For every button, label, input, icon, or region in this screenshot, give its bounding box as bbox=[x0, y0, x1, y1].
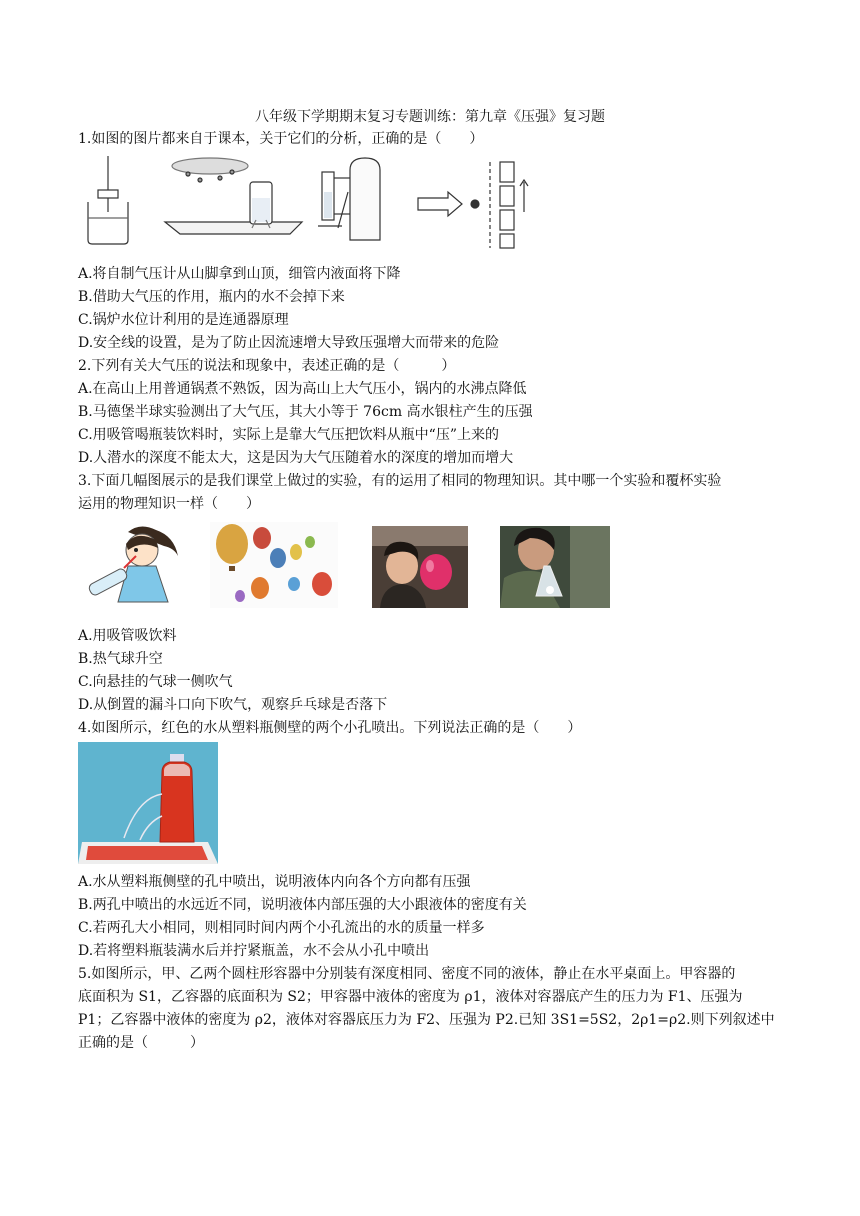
q5-line-2: 底面积为 S1，乙容器的底面积为 S2；甲容器中液体的密度为 ρ1，液体对容器底产生的压力为 F1、压强为 bbox=[78, 989, 743, 1005]
q4-image-red-water-bottle bbox=[78, 742, 218, 864]
q3-stem-line2: 运用的物理知识一样（ ） bbox=[78, 496, 260, 512]
q3-image-funnel-pingpong bbox=[500, 526, 610, 608]
q3-image-hot-air-balloons bbox=[210, 522, 338, 608]
q3-option-a: A.用吸管吸饮料 bbox=[78, 628, 177, 644]
q3-image-drinking-straw bbox=[78, 522, 190, 608]
q3-option-c: C.向悬挂的气球一侧吹气 bbox=[78, 674, 233, 690]
q2-option-a: A.在高山上用普通锅煮不熟饭，因为高山上大气压小，锅内的水沸点降低 bbox=[78, 381, 527, 397]
q3-stem-line1: 3.下面几幅图展示的是我们课堂上做过的实验，有的运用了相同的物理知识。其中哪一个实验和覆杯实验 bbox=[78, 473, 722, 489]
q1-option-c: C.锅炉水位计利用的是连通器原理 bbox=[78, 312, 289, 328]
q5-line-3: P1；乙容器中液体的密度为 ρ2，液体对容器底压力为 F2、压强为 P2.已知 3S1=5S2，2ρ1=ρ2.则下列叙述中 bbox=[78, 1012, 775, 1028]
q4-option-b: B.两孔中喷出的水远近不同，说明液体内部压强的大小跟液体的密度有关 bbox=[78, 897, 527, 913]
bottle-tray-drawing bbox=[165, 158, 302, 234]
q4-stem: 4.如图所示，红色的水从塑料瓶侧壁的两个小孔喷出。下列说法正确的是（ ） bbox=[78, 720, 582, 736]
page-title: 八年级下学期期末复习专题训练：第九章《压强》复习题 bbox=[255, 109, 605, 125]
q5-line-4: 正确的是（ ） bbox=[78, 1035, 204, 1051]
barometer-drawing bbox=[88, 156, 128, 244]
q1-stem: 1.如图的图片都来自于课本，关于它们的分析，正确的是（ ） bbox=[78, 131, 484, 147]
q3-option-b: B.热气球升空 bbox=[78, 651, 163, 667]
q4-option-d: D.若将塑料瓶装满水后并拧紧瓶盖，水不会从小孔中喷出 bbox=[78, 943, 430, 959]
safety-line-drawing bbox=[418, 162, 528, 248]
q1-figure-drawings bbox=[80, 152, 530, 252]
q3-image-balloon-blowing bbox=[372, 526, 468, 608]
q2-stem: 2.下列有关大气压的说法和现象中，表述正确的是（ ） bbox=[78, 358, 456, 374]
boiler-gauge-drawing bbox=[318, 158, 380, 240]
q1-figure bbox=[80, 152, 530, 252]
q3-option-d: D.从倒置的漏斗口向下吹气，观察乒乓球是否落下 bbox=[78, 697, 388, 713]
q1-option-a: A.将自制气压计从山脚拿到山顶，细管内液面将下降 bbox=[78, 266, 401, 282]
q5-line-1: 5.如图所示，甲、乙两个圆柱形容器中分别装有深度相同、密度不同的液体，静止在水平桌面上。甲容器的 bbox=[78, 966, 736, 982]
q2-option-d: D.人潜水的深度不能太大，这是因为大气压随着水的深度的增加而增大 bbox=[78, 450, 514, 466]
q1-option-b: B.借助大气压的作用，瓶内的水不会掉下来 bbox=[78, 289, 345, 305]
q1-option-d: D.安全线的设置，是为了防止因流速增大导致压强增大而带来的危险 bbox=[78, 335, 500, 351]
q2-option-b: B.马德堡半球实验测出了大气压，其大小等于 76cm 高水银柱产生的压强 bbox=[78, 404, 533, 420]
q4-option-a: A.水从塑料瓶侧壁的孔中喷出，说明液体内向各个方向都有压强 bbox=[78, 874, 471, 890]
q4-option-c: C.若两孔大小相同，则相同时间内两个小孔流出的水的质量一样多 bbox=[78, 920, 485, 936]
q2-option-c: C.用吸管喝瓶装饮料时，实际上是靠大气压把饮料从瓶中“压”上来的 bbox=[78, 427, 499, 443]
